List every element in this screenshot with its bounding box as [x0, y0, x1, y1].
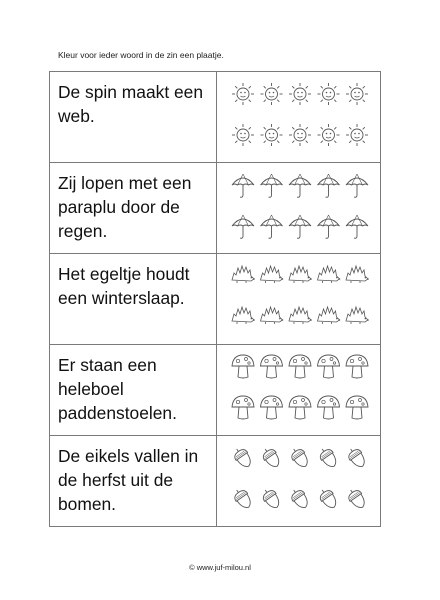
worksheet-row: [50, 436, 381, 527]
mushroom-icon[interactable]: [232, 355, 254, 378]
sun-icon[interactable]: [232, 124, 254, 146]
sentence-text: De eikels vallen in de herfst uit de bomen.: [58, 446, 199, 514]
acorn-icon[interactable]: [316, 445, 340, 470]
umbrella-icon[interactable]: [289, 215, 311, 238]
hedgehog-icon[interactable]: [289, 266, 312, 283]
umbrella-icon[interactable]: [346, 215, 368, 238]
umbrella-icon[interactable]: [232, 215, 254, 238]
sun-icon[interactable]: [289, 83, 311, 105]
acorn-icon[interactable]: [230, 445, 254, 470]
mushroom-icon[interactable]: [289, 355, 311, 378]
sun-icon[interactable]: [232, 83, 254, 105]
hedgehog-icon[interactable]: [260, 266, 283, 283]
mushroom-icon[interactable]: [317, 355, 339, 378]
umbrella-icon[interactable]: [260, 215, 282, 238]
sentence-cell: [50, 254, 217, 345]
mushroom-icon[interactable]: [260, 396, 282, 419]
umbrella-icon[interactable]: [289, 174, 311, 197]
picture-cell[interactable]: [216, 436, 381, 527]
acorn-icon[interactable]: [230, 486, 254, 511]
picture-cell[interactable]: [216, 345, 381, 436]
sentence-text: De spin maakt een web.: [58, 82, 204, 126]
sun-icon[interactable]: [317, 124, 339, 146]
mushroom-icon[interactable]: [232, 396, 254, 419]
worksheet-row: [50, 254, 381, 345]
worksheet-row: [50, 345, 381, 436]
pictures-umbrella[interactable]: [217, 163, 381, 253]
hedgehog-icon[interactable]: [317, 307, 340, 324]
worksheet-table: [49, 71, 381, 527]
instruction-text: Kleur voor ieder woord in de zin een plaatje.: [58, 50, 224, 60]
acorn-icon[interactable]: [344, 445, 368, 470]
umbrella-icon[interactable]: [317, 215, 339, 238]
sentence-cell: [50, 72, 217, 163]
sun-icon[interactable]: [260, 83, 282, 105]
sun-icon[interactable]: [346, 124, 368, 146]
sentence-cell: [50, 163, 217, 254]
worksheet-row: [50, 163, 381, 254]
acorn-icon[interactable]: [259, 486, 283, 511]
pictures-acorn[interactable]: [217, 436, 381, 526]
picture-cell[interactable]: [216, 254, 381, 345]
acorn-icon[interactable]: [287, 445, 311, 470]
sentence-text: Zij lopen met een paraplu door de regen.: [58, 173, 192, 241]
hedgehog-icon[interactable]: [346, 266, 369, 283]
hedgehog-icon[interactable]: [260, 307, 283, 324]
hedgehog-icon[interactable]: [317, 266, 340, 283]
acorn-icon[interactable]: [259, 445, 283, 470]
hedgehog-icon[interactable]: [232, 266, 255, 283]
mushroom-icon[interactable]: [346, 396, 368, 419]
mushroom-icon[interactable]: [260, 355, 282, 378]
acorn-icon[interactable]: [287, 486, 311, 511]
sentence-text: Er staan een heleboel paddenstoelen.: [58, 355, 177, 423]
mushroom-icon[interactable]: [317, 396, 339, 419]
umbrella-icon[interactable]: [346, 174, 368, 197]
picture-cell[interactable]: [216, 163, 381, 254]
picture-cell[interactable]: [216, 72, 381, 163]
mushroom-icon[interactable]: [289, 396, 311, 419]
sun-icon[interactable]: [289, 124, 311, 146]
worksheet-row: [50, 72, 381, 163]
hedgehog-icon[interactable]: [289, 307, 312, 324]
pictures-hedgehog[interactable]: [217, 254, 381, 344]
sentence-cell: [50, 345, 217, 436]
sentence-text: Het egeltje houdt een winterslaap.: [58, 264, 190, 308]
umbrella-icon[interactable]: [260, 174, 282, 197]
pictures-mushroom[interactable]: [217, 345, 381, 435]
acorn-icon[interactable]: [316, 486, 340, 511]
pictures-sun[interactable]: [217, 72, 381, 162]
acorn-icon[interactable]: [344, 486, 368, 511]
umbrella-icon[interactable]: [232, 174, 254, 197]
sentence-cell: [50, 436, 217, 527]
sun-icon[interactable]: [346, 83, 368, 105]
hedgehog-icon[interactable]: [232, 307, 255, 324]
hedgehog-icon[interactable]: [346, 307, 369, 324]
umbrella-icon[interactable]: [317, 174, 339, 197]
mushroom-icon[interactable]: [346, 355, 368, 378]
sun-icon[interactable]: [260, 124, 282, 146]
footer-credit: © www.juf-milou.nl: [189, 563, 251, 572]
sun-icon[interactable]: [317, 83, 339, 105]
